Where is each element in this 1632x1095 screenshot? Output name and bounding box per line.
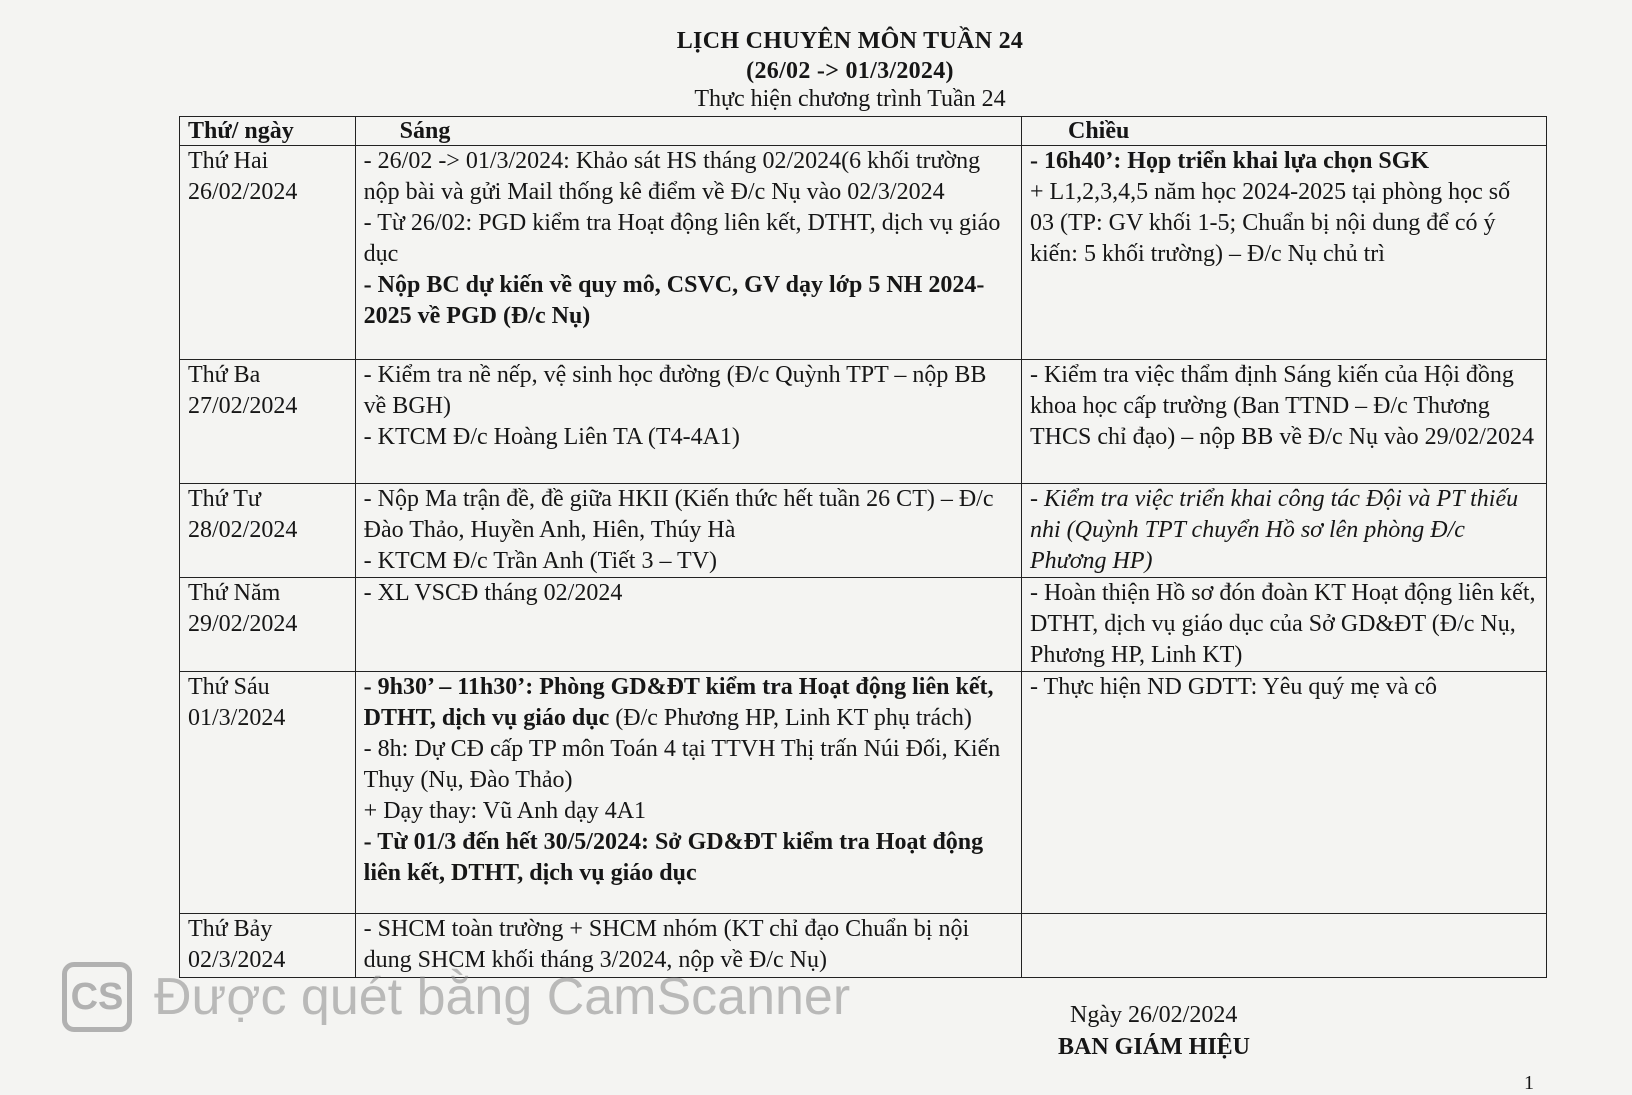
morning-item: - KTCM Đ/c Trần Anh (Tiết 3 – TV) (363, 548, 718, 574)
table-row (180, 914, 1547, 978)
table-header-row (180, 117, 1547, 146)
morning-cell (355, 914, 1021, 978)
day-cell (180, 146, 356, 360)
afternoon-item: - Kiểm tra việc triển khai công tác Đội và PT thiếu nhi (Quỳnh TPT chuyển Hồ sơ lên phòng Đ/c Phương HP) (1029, 486, 1519, 574)
morning-item: - XL VSCĐ tháng 02/2024 (363, 580, 623, 606)
day-cell (180, 360, 356, 484)
table-row (180, 360, 1547, 484)
morning-item: - Nộp BC dự kiến về quy mô, CSVC, GV dạy lớp 5 NH 2024-2025 về PGD (Đ/c Nụ) (363, 272, 985, 329)
table-row (180, 672, 1547, 914)
day-name: Thứ Năm (188, 580, 281, 606)
day-date: 26/02/2024 (188, 179, 298, 205)
table-row (180, 484, 1547, 578)
afternoon-cell (1021, 672, 1546, 914)
watermark-text: Được quét bằng CamScanner (154, 968, 851, 1026)
morning-item: - 8h: Dự CĐ cấp TP môn Toán 4 tại TTVH Thị trấn Núi Đối, Kiến Thụy (Nụ, Đào Thảo) (363, 736, 1001, 793)
afternoon-cell (1021, 146, 1546, 360)
morning-item: + Dạy thay: Vũ Anh dạy 4A1 (363, 798, 647, 824)
morning-item (364, 672, 1015, 734)
afternoon-item: - Thực hiện ND GDTT: Yêu quý mẹ và cô (1029, 674, 1438, 700)
afternoon-item: - Kiểm tra việc thẩm định Sáng kiến của Hội đồng khoa học cấp trường (Ban TTND – Đ/c Thương THCS chỉ đạo) – nộp BB về Đ/c Nụ vào 29/02/2024 (1029, 362, 1534, 450)
afternoon-cell (1021, 578, 1546, 672)
morning-cell (355, 360, 1021, 484)
header-morning: Sáng (355, 117, 1021, 146)
afternoon-cell (1021, 484, 1546, 578)
document-subtitle: Thực hiện chương trình Tuần 24 (694, 86, 1006, 112)
morning-item: - KTCM Đ/c Hoàng Liên TA (T4-4A1) (363, 424, 740, 450)
day-name: Thứ Sáu (188, 674, 270, 700)
morning-cell (355, 484, 1021, 578)
header-day: Thứ/ ngày (180, 117, 356, 146)
day-date: 27/02/2024 (188, 393, 298, 419)
afternoon-cell (1021, 360, 1546, 484)
schedule-table (179, 116, 1547, 978)
day-name: Thứ Ba (188, 362, 261, 388)
afternoon-item: + L1,2,3,4,5 năm học 2024-2025 tại phòng học số 03 (TP: GV khối 1-5; Chuẩn bị nội dung để có ý kiến: 5 khối trường) – Đ/c Nụ chủ trì (1029, 179, 1511, 267)
signature-title: BAN GIÁM HIỆU (1058, 1034, 1251, 1060)
day-date: 28/02/2024 (188, 517, 298, 543)
table-row (180, 146, 1547, 360)
morning-item: - 26/02 -> 01/3/2024: Khảo sát HS tháng 02/2024(6 khối trường nộp bài và gửi Mail thống kê điểm về Đ/c Nụ vào 02/3/2024 (363, 148, 981, 205)
document-title: LỊCH CHUYÊN MÔN TUẦN 24 (676, 28, 1024, 54)
signature-date: Ngày 26/02/2024 (1070, 1002, 1238, 1028)
morning-item: - Nộp Ma trận đề, đề giữa HKII (Kiến thức hết tuần 26 CT) – Đ/c Đào Thảo, Huyền Anh, Hiên, Thúy Hà (363, 486, 994, 543)
afternoon-item: - Hoàn thiện Hồ sơ đón đoàn KT Hoạt động liên kết, DTHT, dịch vụ giáo dục của Sở GD&ĐT (Đ/c Nụ, Phương HP, Linh KT) (1029, 580, 1536, 668)
day-name: Thứ Hai (188, 148, 269, 174)
morning-item: - Từ 01/3 đến hết 30/5/2024: Sở GD&ĐT kiểm tra Hoạt động liên kết, DTHT, dịch vụ giáo dục (363, 829, 984, 886)
day-date: 02/3/2024 (188, 947, 286, 973)
day-cell (180, 914, 356, 978)
morning-cell (355, 672, 1021, 914)
date-range: (26/02 -> 01/3/2024) (746, 58, 954, 84)
day-name: Thứ Bảy (188, 916, 273, 942)
table-row (180, 578, 1547, 672)
morning-item: - SHCM toàn trường + SHCM nhóm (KT chỉ đạo Chuẩn bị nội dung SHCM khối tháng 3/2024, nộp về Đ/c Nụ) (363, 916, 970, 973)
day-cell (180, 578, 356, 672)
morning-item: - Từ 26/02: PGD kiểm tra Hoạt động liên kết, DTHT, dịch vụ giáo dục (363, 210, 1001, 267)
morning-item-bold: - 9h30’ – 11h30’: Phòng GD&ĐT kiểm tra Hoạt động liên kết, DTHT, dịch vụ giáo dục (363, 674, 994, 731)
day-cell (180, 672, 356, 914)
header-afternoon: Chiều (1021, 117, 1546, 146)
morning-cell (355, 578, 1021, 672)
morning-cell (355, 146, 1021, 360)
page-number: 1 (1524, 1072, 1534, 1094)
day-name: Thứ Tư (188, 486, 261, 512)
morning-item-rest: (Đ/c Phương HP, Linh KT phụ trách) (609, 705, 972, 731)
afternoon-item: - 16h40’: Họp triển khai lựa chọn SGK (1029, 148, 1430, 174)
camscanner-logo-icon: CS (62, 962, 132, 1032)
day-date: 01/3/2024 (188, 705, 286, 731)
day-cell (180, 484, 356, 578)
afternoon-cell (1021, 914, 1546, 978)
day-date: 29/02/2024 (188, 611, 298, 637)
morning-item: - Kiểm tra nề nếp, vệ sinh học đường (Đ/c Quỳnh TPT – nộp BB về BGH) (363, 362, 987, 419)
